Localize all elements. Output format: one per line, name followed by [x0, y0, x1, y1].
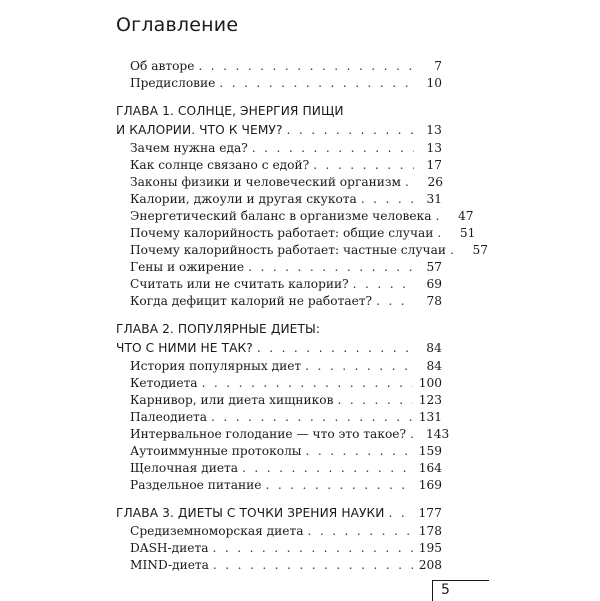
- toc-entry: [116, 540, 442, 557]
- chapter-title-line2: И КАЛОРИИ. ЧТО К ЧЕМУ?: [116, 123, 283, 137]
- toc-entry-title: Почему калорийность работает: общие случаи: [130, 226, 434, 240]
- chapter-2-section: [116, 320, 450, 494]
- leader-dots: [361, 191, 414, 208]
- toc-entry-title: Средиземноморская диета: [130, 524, 304, 538]
- leader-dots: [219, 75, 414, 92]
- chapter-title-line1: ГЛАВА 1. СОЛНЦЕ, ЭНЕРГИЯ ПИЩИ: [116, 104, 344, 118]
- toc-entry: [116, 242, 488, 259]
- leader-dots: [265, 477, 412, 494]
- toc-entry-page: 31: [426, 192, 442, 206]
- table-of-contents: [116, 58, 488, 584]
- leader-dots: [437, 225, 447, 242]
- toc-entry-title: Щелочная диета: [130, 461, 239, 475]
- leader-dots: [305, 358, 414, 375]
- toc-entry: [116, 259, 442, 276]
- chapter-page: 84: [426, 341, 442, 355]
- toc-entry: [116, 375, 442, 392]
- leader-dots: [410, 426, 420, 443]
- toc-entry-title: Аутоиммунные протоколы: [130, 444, 302, 458]
- toc-entry: [116, 174, 442, 191]
- leader-dots: [248, 259, 414, 276]
- leader-dots: [337, 392, 412, 409]
- leader-dots: [306, 443, 413, 460]
- leader-dots: [389, 504, 413, 523]
- chapter-heading: [116, 102, 442, 140]
- toc-entry-page: 195: [418, 541, 442, 555]
- toc-entry: [116, 409, 442, 426]
- toc-entry: [116, 557, 442, 574]
- toc-entry-page: 100: [418, 376, 442, 390]
- intro-section: [116, 58, 442, 92]
- leader-dots: [353, 276, 414, 293]
- toc-entry-title: Палеодиета: [130, 410, 208, 424]
- toc-entry-page: 17: [426, 158, 442, 172]
- toc-entry: [116, 392, 442, 409]
- toc-entry-page: 143: [426, 427, 450, 441]
- toc-entry-title: Считать или не считать калории?: [130, 277, 349, 291]
- leader-dots: [211, 409, 413, 426]
- leader-dots: [202, 375, 413, 392]
- toc-entry-page: 78: [426, 294, 442, 308]
- leader-dots: [198, 58, 414, 75]
- toc-entry: [116, 208, 474, 225]
- toc-entry-title: История популярных диет: [130, 359, 302, 373]
- toc-entry-page: 164: [418, 461, 442, 475]
- toc-entry: [116, 293, 442, 310]
- toc-entry-title: Об авторе: [130, 59, 195, 73]
- toc-entry-page: 10: [426, 76, 442, 90]
- leader-dots: [405, 174, 415, 191]
- toc-entry-title: Почему калорийность работает: частные случаи: [130, 243, 446, 257]
- leader-dots: [287, 121, 414, 140]
- toc-entry-page: 57: [426, 260, 442, 274]
- toc-entry-page: 51: [459, 226, 476, 240]
- toc-title: Оглавление: [116, 14, 239, 36]
- toc-entry: [116, 75, 442, 92]
- toc-entry-page: 26: [427, 175, 443, 189]
- chapter-heading: [116, 320, 442, 358]
- toc-entry: [116, 225, 476, 242]
- toc-entry: [116, 477, 442, 494]
- toc-entry-page: 169: [418, 478, 442, 492]
- toc-entry-page: 47: [457, 209, 474, 223]
- leader-dots: [308, 523, 413, 540]
- chapter-page: 13: [426, 123, 442, 137]
- toc-entry-page: 123: [418, 393, 442, 407]
- toc-entry: [116, 157, 442, 174]
- toc-entry-title: Карнивор, или диета хищников: [130, 393, 334, 407]
- toc-entry-page: 7: [434, 59, 442, 73]
- toc-entry-page: 208: [418, 558, 442, 572]
- page-number-box: [432, 580, 489, 601]
- toc-entry-page: 159: [418, 444, 442, 458]
- toc-entry-page: 13: [426, 141, 442, 155]
- chapter-title-line1: ГЛАВА 2. ПОПУЛЯРНЫЕ ДИЕТЫ:: [116, 322, 321, 336]
- toc-entry: [116, 426, 450, 443]
- leader-dots: [213, 540, 413, 557]
- leader-dots: [252, 140, 414, 157]
- leader-dots: [436, 208, 446, 225]
- toc-entry-page: 178: [418, 524, 442, 538]
- toc-entry-title: Законы физики и человеческий организм: [130, 175, 401, 189]
- leader-dots: [450, 242, 460, 259]
- toc-entry-title: MIND-диета: [130, 558, 209, 572]
- toc-entry: [116, 58, 442, 75]
- leader-dots: [213, 557, 413, 574]
- chapter-title-line2: ЧТО С НИМИ НЕ ТАК?: [116, 341, 253, 355]
- toc-entry-page: 131: [418, 410, 442, 424]
- toc-entry: [116, 443, 442, 460]
- toc-entry-title: Гены и ожирение: [130, 260, 245, 274]
- chapter-heading: [116, 504, 442, 523]
- toc-entry: [116, 140, 442, 157]
- page-number: 5: [441, 582, 450, 598]
- toc-entry: [116, 191, 442, 208]
- chapter-1-section: [116, 102, 488, 310]
- toc-entry-title: DASH-диета: [130, 541, 209, 555]
- chapter-title-line1: ГЛАВА 3. ДИЕТЫ С ТОЧКИ ЗРЕНИЯ НАУКИ: [116, 506, 385, 520]
- toc-entry-title: Энергетический баланс в организме человека: [130, 209, 432, 223]
- toc-entry-title: Как солнце связано с едой?: [130, 158, 310, 172]
- toc-entry: [116, 358, 442, 375]
- leader-dots: [376, 293, 414, 310]
- leader-dots: [257, 339, 414, 358]
- toc-entry-title: Предисловие: [130, 76, 216, 90]
- toc-entry-page: 69: [426, 277, 442, 291]
- leader-dots: [242, 460, 413, 477]
- toc-entry-title: Когда дефицит калорий не работает?: [130, 294, 373, 308]
- chapter-3-section: [116, 504, 442, 574]
- toc-entry-page: 57: [472, 243, 488, 257]
- toc-entry-title: Раздельное питание: [130, 478, 262, 492]
- toc-entry-title: Кетодиета: [130, 376, 198, 390]
- toc-entry: [116, 523, 442, 540]
- toc-entry-page: 84: [426, 359, 442, 373]
- leader-dots: [313, 157, 414, 174]
- toc-entry-title: Зачем нужна еда?: [130, 141, 248, 155]
- toc-entry-title: Калории, джоули и другая скукота: [130, 192, 357, 206]
- chapter-page: 177: [418, 506, 442, 520]
- toc-entry-title: Интервальное голодание — что это такое?: [130, 427, 407, 441]
- toc-entry: [116, 460, 442, 477]
- toc-entry: [116, 276, 442, 293]
